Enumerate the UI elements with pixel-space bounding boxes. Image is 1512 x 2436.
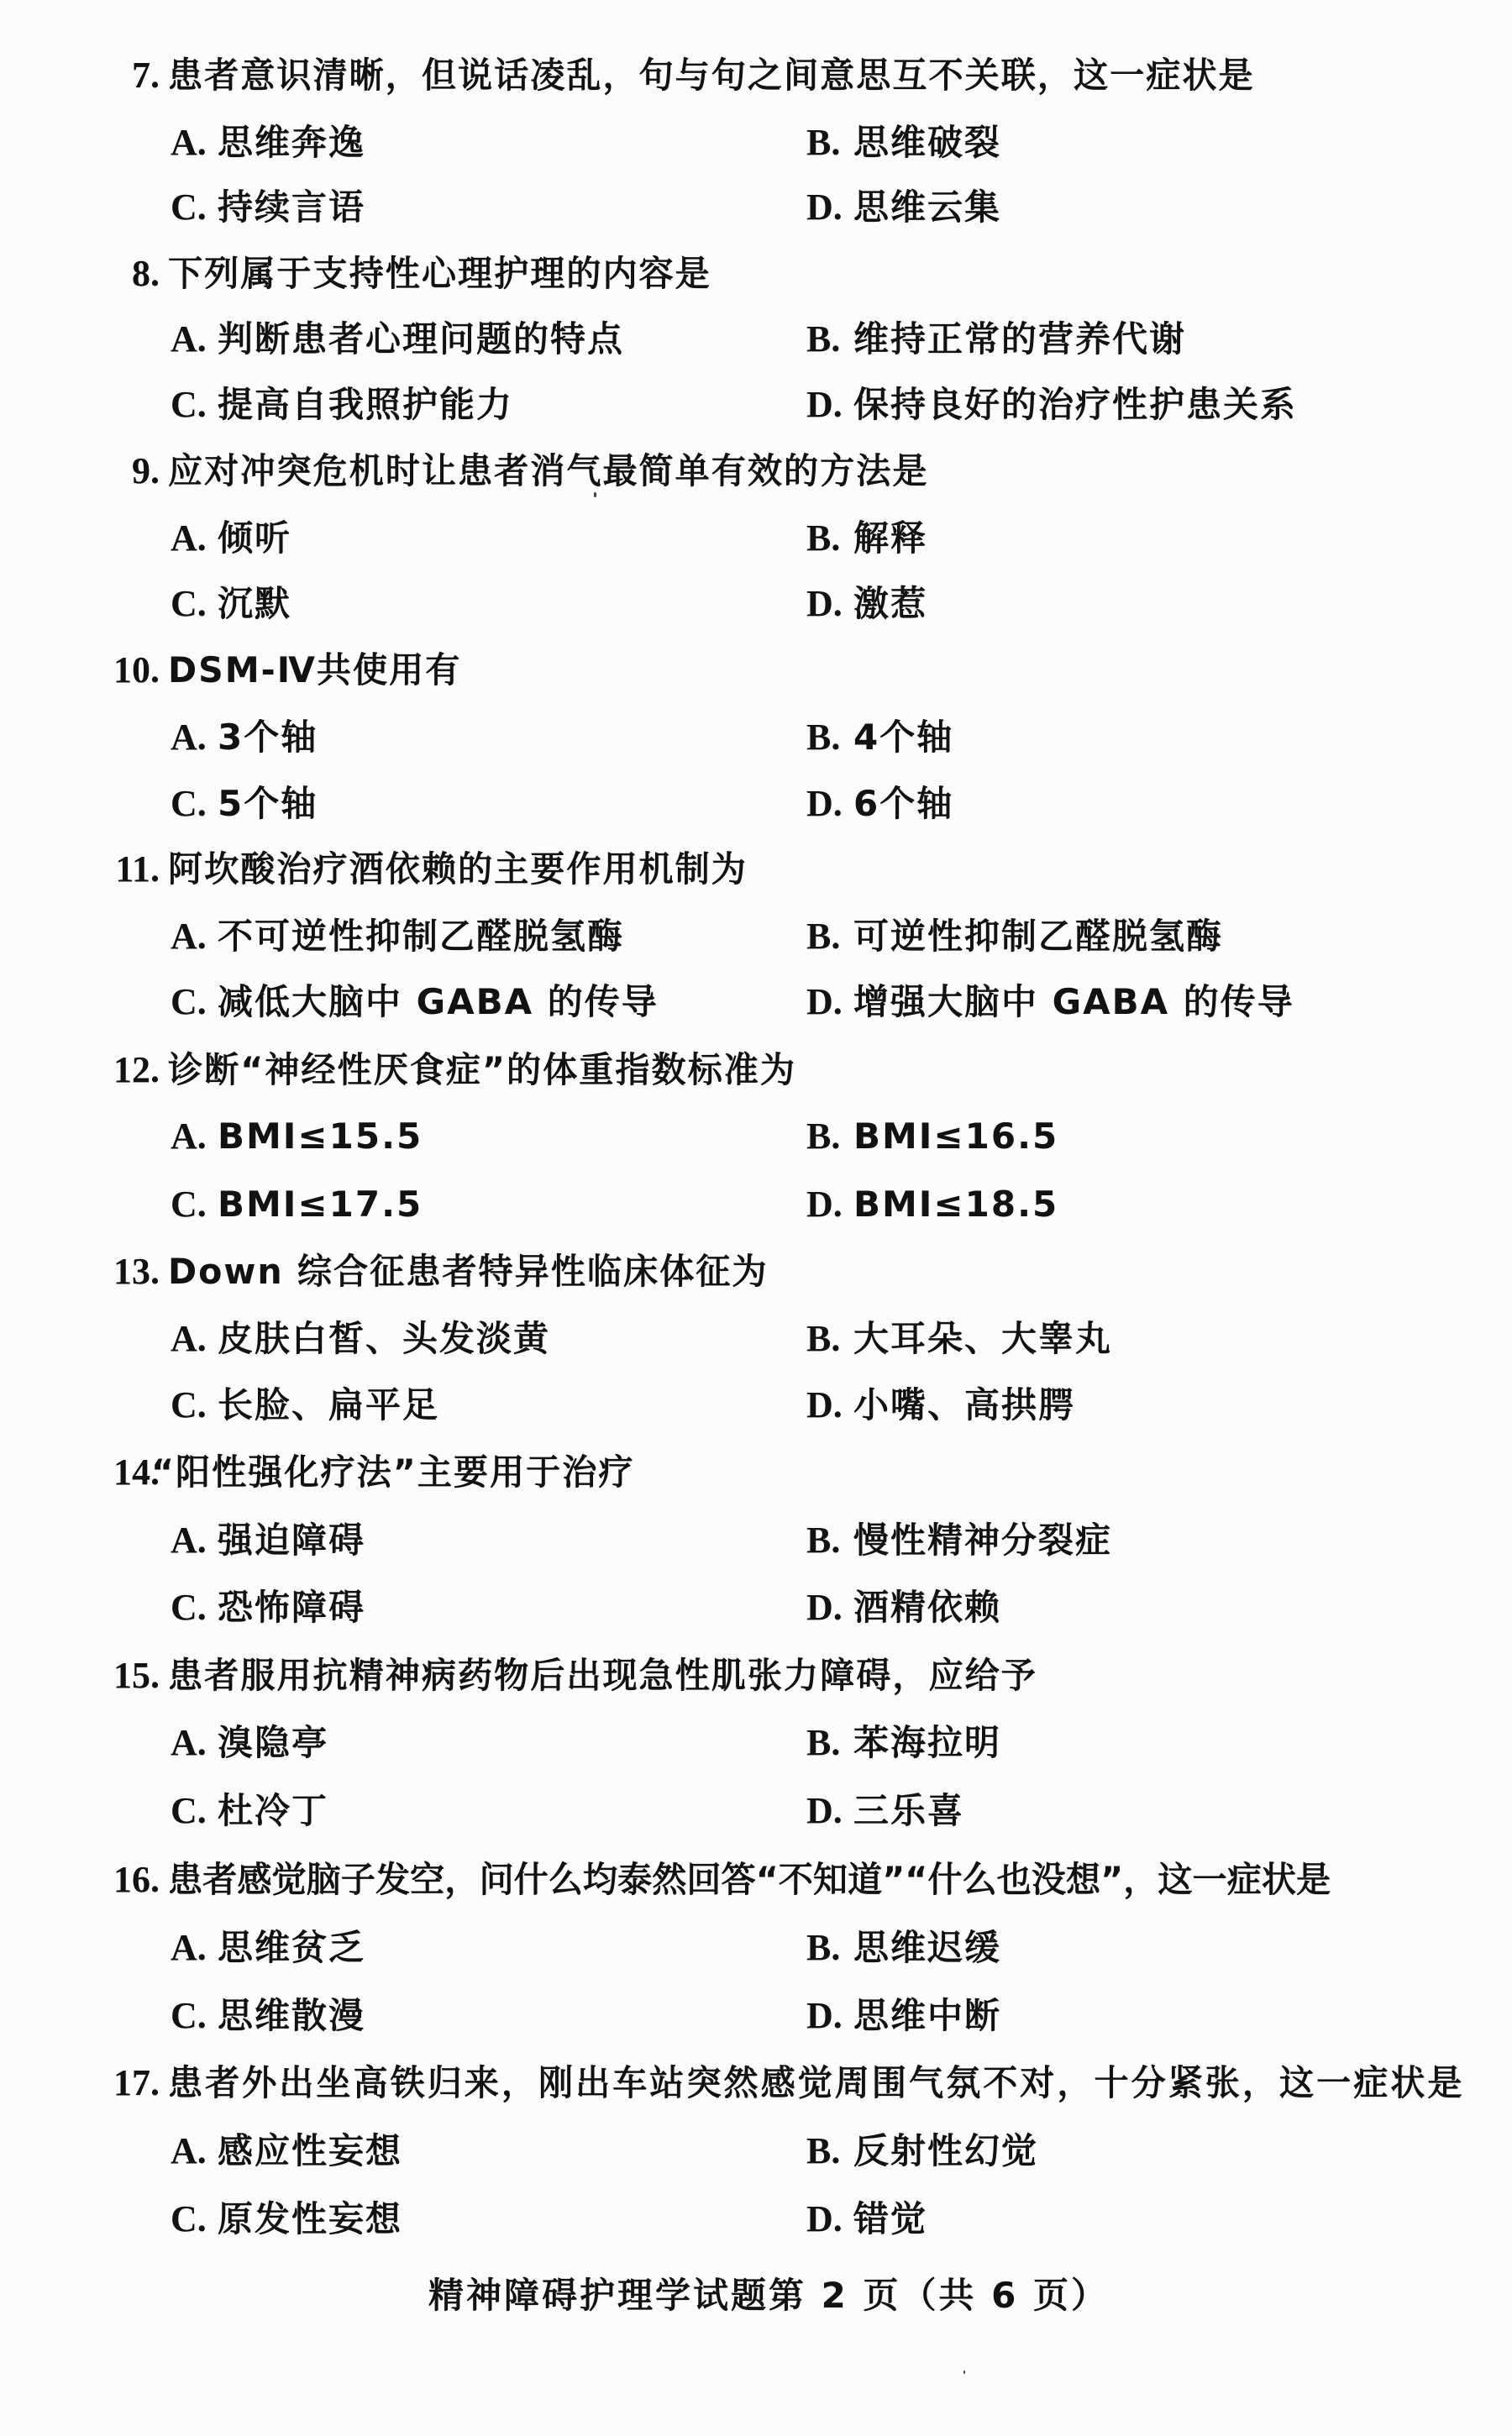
option-b[interactable] [806,1111,1058,1162]
option-text: 提高自我照护能力 [218,384,514,425]
option-text: 强迫障碍 [218,1520,366,1561]
option-b[interactable] [806,314,1186,365]
option-text: 判断患者心理问题的特点 [218,318,625,360]
option-text: 不可逆性抑制乙醛脱氢酶 [218,916,625,957]
option-b[interactable] [806,1515,1112,1566]
question-number: 11. [115,848,160,890]
question-15 [0,1651,1512,1701]
option-label: B. [806,717,841,758]
option-a[interactable] [171,712,318,763]
option-b[interactable] [806,513,927,564]
option-label: B. [806,1116,841,1157]
question-8 [0,249,1512,299]
question-text: Down 综合征患者特异性临床体征为 [168,1251,769,1292]
option-label: D. [806,1184,843,1225]
question-text: 患者感觉脑子发空，问什么均泰然回答“不知道”“什么也没想”，这一症状是 [168,1859,1331,1900]
option-text: 激惹 [853,583,928,624]
option-d[interactable] [806,1179,1058,1230]
option-text: BMI≤18.5 [853,1184,1059,1225]
option-text: 皮肤白皙、头发淡黄 [218,1318,551,1359]
option-d[interactable] [806,1583,1001,1633]
option-d[interactable] [806,182,1001,233]
option-label: D. [806,583,843,624]
option-c[interactable] [171,182,365,233]
question-text: 下列属于支持性心理护理的内容是 [168,253,711,294]
option-a[interactable] [171,1314,550,1364]
option-c[interactable] [171,1380,439,1431]
option-d[interactable] [806,380,1297,430]
option-text: 增强大脑中 GABA 的传导 [853,981,1294,1022]
option-text: 慢性精神分裂症 [853,1520,1113,1561]
option-c[interactable] [171,977,659,1027]
option-label: D. [806,1587,843,1628]
question-text: 患者外出坐高铁归来，刚出车站突然感觉周围气氛不对，十分紧张，这一症状是 [168,2062,1465,2103]
option-d[interactable] [806,977,1294,1027]
option-c[interactable] [171,1583,365,1633]
option-label: A. [171,1116,207,1157]
question-text: 应对冲突危机时让患者消气最简单有效的方法是 [168,450,929,491]
option-a[interactable] [171,118,365,168]
option-text: 3个轴 [218,717,318,758]
option-text: 沉默 [218,583,292,624]
option-label: A. [171,318,207,360]
option-label: A. [171,1722,207,1763]
option-text: 恐怖障碍 [218,1587,366,1628]
option-label: A. [171,916,207,957]
option-a[interactable] [171,911,624,962]
option-text: 杜冷丁 [218,1790,329,1831]
option-c[interactable] [171,380,513,430]
question-number: 7. [132,55,160,96]
option-label: B. [806,122,841,163]
option-label: A. [171,717,207,758]
option-label: C. [171,1184,207,1225]
option-text: 溴隐亭 [218,1722,329,1763]
option-label: B. [806,916,841,957]
option-label: D. [806,1790,843,1831]
option-text: 思维破裂 [853,122,1002,163]
question-7 [0,50,1512,101]
option-a[interactable] [171,1923,365,1973]
option-d[interactable] [806,1786,964,1836]
question-number: 9. [132,450,160,491]
question-11 [0,844,1512,895]
option-d[interactable] [806,2194,927,2244]
option-text: 倾听 [218,517,292,559]
question-number: 10. [113,649,160,690]
option-label: A. [171,1927,207,1968]
question-number: 12. [113,1049,160,1090]
question-text: “阳性强化疗法”主要用于治疗 [151,1452,635,1493]
option-text: BMI≤16.5 [853,1116,1059,1157]
option-text: 大耳朵、大睾丸 [853,1318,1113,1359]
question-number: 16. [113,1859,160,1900]
option-text: BMI≤17.5 [218,1184,423,1225]
option-label: C. [171,1790,207,1831]
option-b[interactable] [806,1718,1001,1768]
option-b[interactable] [806,118,1001,168]
option-label: B. [806,1722,841,1763]
option-c[interactable] [171,579,291,629]
option-label: C. [171,1995,207,2036]
option-b[interactable] [806,712,953,763]
option-text: 思维迟缓 [853,1927,1002,1968]
question-17 [0,2058,1512,2108]
option-a[interactable] [171,1718,328,1768]
question-16 [0,1855,1512,1905]
question-number: 8. [132,253,160,294]
option-label: B. [806,318,841,360]
option-text: 减低大脑中 GABA 的传导 [218,981,659,1022]
option-a[interactable] [171,2126,402,2176]
option-label: A. [171,122,207,163]
option-text: 5个轴 [218,783,318,824]
option-text: 原发性妄想 [218,2198,403,2239]
option-text: 思维奔逸 [218,122,366,163]
option-text: 解释 [853,517,928,559]
option-d[interactable] [806,779,953,829]
option-label: C. [171,1587,207,1628]
option-text: 反射性幻觉 [853,2130,1039,2171]
option-text: 保持良好的治疗性护患关系 [853,384,1298,425]
option-c[interactable] [171,2194,402,2244]
option-text: 持续言语 [218,186,366,228]
option-label: D. [806,2198,843,2239]
option-label: C. [171,583,207,624]
option-b[interactable] [806,1923,1001,1973]
question-13 [0,1247,1512,1297]
option-b[interactable] [806,2126,1038,2176]
question-text: 诊断“神经性厌食症”的体重指数标准为 [168,1049,796,1090]
option-label: B. [806,1520,841,1561]
option-d[interactable] [806,1991,1001,2041]
option-text: 思维散漫 [218,1995,366,2036]
option-text: 长脸、扁平足 [218,1384,440,1425]
question-number: 13. [113,1251,160,1292]
scan-speck [594,492,596,497]
option-label: C. [171,981,207,1022]
question-9 [0,446,1512,496]
option-b[interactable] [806,1314,1112,1364]
option-c[interactable] [171,1179,423,1230]
option-a[interactable] [171,1111,423,1162]
option-label: D. [806,1384,843,1425]
option-label: D. [806,1995,843,2036]
option-label: A. [171,1520,207,1561]
option-text: 酒精依赖 [853,1587,1002,1628]
page-footer: 精神障碍护理学试题第 2 页（共 6 页） [428,2275,1109,2316]
option-a[interactable] [171,513,291,564]
option-text: 思维贫乏 [218,1927,366,1968]
question-text: 阿坎酸治疗酒依赖的主要作用机制为 [168,848,748,890]
option-text: 苯海拉明 [853,1722,1002,1763]
option-label: C. [171,1384,207,1425]
option-text: 小嘴、高拱腭 [853,1384,1076,1425]
option-label: D. [806,981,843,1022]
question-12 [0,1045,1512,1095]
question-text: DSM-Ⅳ共使用有 [168,649,462,690]
option-c[interactable] [171,1991,365,2041]
question-number: 14. [113,1452,160,1493]
option-label: A. [171,2130,207,2171]
question-14 [0,1447,1512,1498]
option-label: C. [171,2198,207,2239]
option-label: D. [806,384,843,425]
scan-speck [963,2370,965,2374]
option-text: 三乐喜 [853,1790,965,1831]
option-label: D. [806,186,843,228]
option-label: C. [171,384,207,425]
question-number: 17. [113,2062,160,2103]
option-a[interactable] [171,1515,365,1566]
option-label: B. [806,2130,841,2171]
option-label: A. [171,1318,207,1359]
option-text: 可逆性抑制乙醛脱氢酶 [853,916,1224,957]
option-d[interactable] [806,579,927,629]
option-label: A. [171,517,207,559]
question-10 [0,645,1512,696]
option-text: 感应性妄想 [218,2130,403,2171]
option-label: B. [806,1318,841,1359]
option-label: C. [171,783,207,824]
option-c[interactable] [171,1786,328,1836]
option-text: 维持正常的营养代谢 [853,318,1187,360]
option-text: 思维云集 [853,186,1002,228]
option-d[interactable] [806,1380,1075,1431]
option-text: 4个轴 [853,717,954,758]
question-text: 患者服用抗精神病药物后出现急性肌张力障碍，应给予 [168,1655,1037,1696]
question-number: 15. [113,1655,160,1696]
option-label: B. [806,517,841,559]
option-text: 错觉 [853,2198,928,2239]
option-b[interactable] [806,911,1223,962]
option-text: 思维中断 [853,1995,1002,2036]
option-text: BMI≤15.5 [218,1116,423,1157]
option-label: B. [806,1927,841,1968]
question-text: 患者意识清晰，但说话凌乱，句与句之间意思互不关联，这一症状是 [168,55,1255,96]
option-label: C. [171,186,207,228]
option-a[interactable] [171,314,624,365]
option-label: D. [806,783,843,824]
option-text: 6个轴 [853,783,954,824]
option-c[interactable] [171,779,318,829]
